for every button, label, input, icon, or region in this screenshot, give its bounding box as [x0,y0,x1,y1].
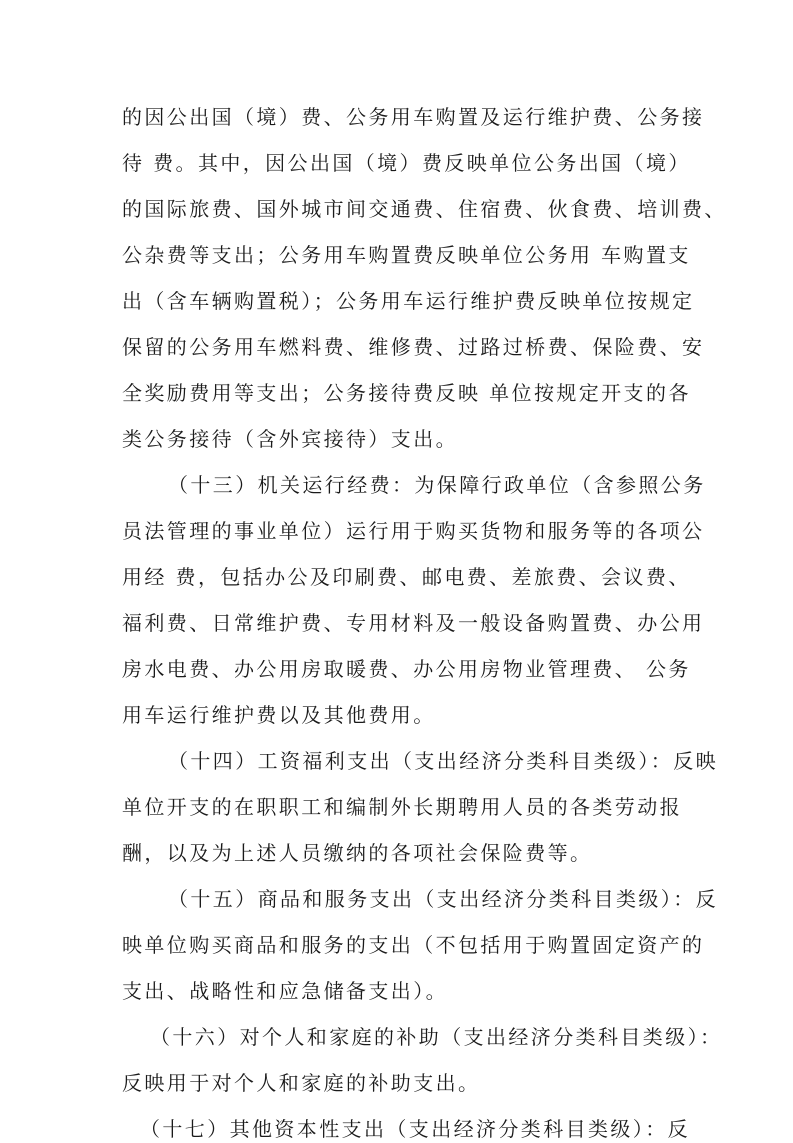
text-line: 待 费。其中，因公出国（境）费反映单位公务出国（境） [122,151,691,175]
text-line: 用车运行维护费以及其他费用。 [122,703,436,727]
text-line: 出（含车辆购置税）；公务用车运行维护费反映单位按规定 [122,289,695,313]
text-line: 的因公出国（境）费、公务用车购置及运行维护费、公务接 [122,105,705,129]
section-heading-line: （十六）对个人和家庭的补助（支出经济分类科目类级）： [150,1025,723,1049]
text-line: 类公务接待（含外宾接待）支出。 [122,427,458,451]
section-heading-line: （十五）商品和服务支出（支出经济分类科目类级）：反 [168,887,718,911]
section-heading-line: （十三）机关运行经费：为保障行政单位（含参照公务 [168,473,706,497]
text-line: 全奖励费用等支出；公务接待费反映 单位按规定开支的各 [122,381,691,405]
text-line: 保留的公务用车燃料费、维修费、过路过桥费、保险费、安 [122,335,705,359]
section-heading-line: （十四）工资福利支出（支出经济分类科目类级）：反映 [168,749,718,773]
text-line: 反映用于对个人和家庭的补助支出。 [122,1071,481,1095]
text-line: 福利费、日常维护费、专用材料及一般设备购置费、办公用 [122,611,705,635]
text-line: 酬，以及为上述人员缴纳的各项社会保险费等。 [122,841,593,865]
text-line: 映单位购买商品和服务的支出（不包括用于购置固定资产的 [122,933,705,957]
text-line: 支出、战略性和应急储备支出）。 [122,979,448,1003]
text-line: 用经 费，包括办公及印刷费、邮电费、差旅费、会议费、 [122,565,691,589]
text-line: 单位开支的在职职工和编制外长期聘用人员的各类劳动报 [122,795,682,819]
text-line: 的国际旅费、国外城市间交通费、住宿费、伙食费、培训费、 [122,197,727,221]
text-line: 房水电费、办公用房取暖费、办公用房物业管理费、 公务 [122,657,691,681]
text-line: 公杂费等支出；公务用车购置费反映单位公务用 车购置支 [122,243,691,267]
text-line: 员法管理的事业单位）运行用于购买货物和服务等的各项公 [122,519,705,543]
section-heading-line: （十七）其他资本性支出（支出经济分类科目类级）：反 [140,1117,690,1141]
